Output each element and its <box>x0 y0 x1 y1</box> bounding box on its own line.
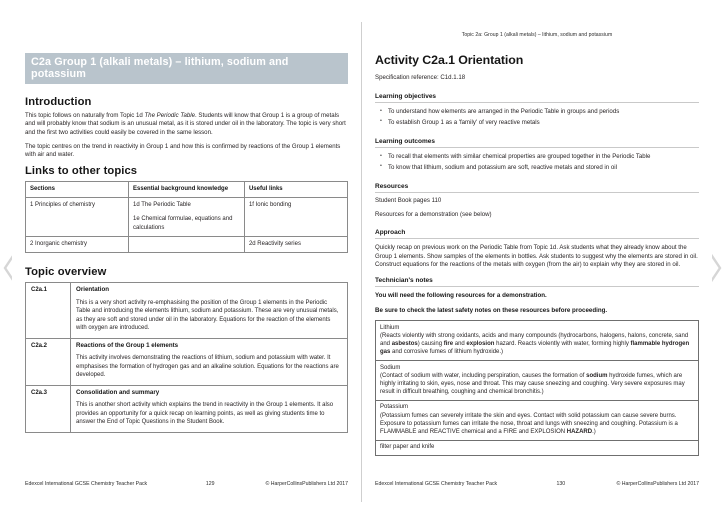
links-knowledge-item: 1e Chemical formulae, equations and calculations <box>133 216 233 231</box>
links-cell-section: 1 Principles of chemistry <box>26 198 129 237</box>
introduction-heading: Introduction <box>25 96 92 108</box>
topic-banner-title: C2a Group 1 (alkali metals) – lithium, sodium and potassium <box>25 53 348 84</box>
overview-description: This is a very short activity re-emphasising the position of the Group 1 elements in the Periodic Table and introducing the elements lithium, sodium and potassium. These are very unusual metals, as they are soft and stored under oil in the laboratory. Equations for the reaction of the elements with oxygen are introduced. <box>76 299 339 332</box>
specification-reference: Specification reference: C1d.1.18 <box>375 74 466 81</box>
links-cell-useful: 2d Reactivity series <box>244 237 347 253</box>
safety-cell-potassium <box>376 400 699 440</box>
chemical-name: Lithium <box>380 324 400 331</box>
table-row <box>376 440 699 455</box>
links-cell-useful: 1f Ionic bonding <box>244 198 347 237</box>
links-col-useful: Useful links <box>244 182 347 198</box>
technician-line-2: Be sure to check the latest safety notes on these resources before proceeding. <box>375 306 608 314</box>
links-col-knowledge: Essential background knowledge <box>129 182 245 198</box>
footer-copyright: © HarperCollinsPublishers Ltd 2017 <box>265 481 348 487</box>
list-item: • To establish Group 1 as a 'family' of very reactive metals <box>388 118 699 127</box>
table-row <box>26 338 348 385</box>
learning-outcomes-heading: Learning outcomes <box>375 138 699 148</box>
intro-text-a: This topic follows on naturally from Topic 1d <box>25 112 145 119</box>
overview-content <box>71 385 348 432</box>
table-row <box>376 400 699 440</box>
technician-line-1: You will need the following resources for a demonstration. <box>375 292 547 300</box>
intro-italic-title: The Periodic Table <box>144 112 196 119</box>
chemical-hazard-text: (Potassium fumes can severely irritate the skin and eyes. Contact with solid potassium can cause severe burns. Exposure to potassium fumes can irritate the nose, throat and lungs with sneezing and coughing. Potassium is a FLAMMABLE and REACTIVE chemical and a FIRE and EXPLOSION HAZARD.) <box>380 412 678 436</box>
safety-notes-table <box>375 320 699 456</box>
table-row <box>376 321 699 361</box>
chemical-name: Sodium <box>380 364 401 371</box>
page-left <box>12 22 362 502</box>
left-page-footer <box>25 481 348 487</box>
safety-cell-lithium <box>376 321 699 361</box>
chemical-hazard-text: (Reacts violently with strong oxidants, acids and many compounds (hydrocarbons, halogens, halons, concrete, sand and asbestos) causing fire and explosion hazard. Reacts violently with water, forming highly flammable hydrogen gas and corrosive fumes of lithium hydroxide.) <box>380 333 690 356</box>
links-cell-section: 2 Inorganic chemistry <box>26 237 129 253</box>
safety-cell-equipment: filter paper and knife <box>376 440 699 455</box>
table-row <box>26 385 348 432</box>
learning-objectives-list <box>375 107 699 127</box>
links-heading: Links to other topics <box>25 165 138 178</box>
introduction-paragraph-1 <box>25 112 348 137</box>
introduction-paragraph-2: The topic centres on the trend in reactivity in Group 1 and how this is confirmed by reactions of the Group 1 elements with air and water. <box>25 142 341 159</box>
table-row <box>26 283 348 339</box>
overview-code: C2a.1 <box>26 283 71 339</box>
list-item: • To know that lithium, sodium and potassium are soft, reactive metals and stored in oil <box>388 163 699 172</box>
overview-description: This activity involves demonstrating the reactions of lithium, sodium and potassium with water. It emphasises the formation of hydrogen gas and an alkaline solution. Equations for the reactions are developed. <box>76 355 339 379</box>
page-spread <box>12 22 713 502</box>
overview-title: Consolidation and summary <box>76 388 160 396</box>
footer-title: Edexcel International GCSE Chemistry Teacher Pack <box>375 481 498 487</box>
overview-heading: Topic overview <box>25 266 107 279</box>
activity-title: Activity C2a.1 Orientation <box>375 53 524 67</box>
overview-title: Orientation <box>76 286 110 294</box>
overview-code: C2a.3 <box>26 385 71 432</box>
overview-description: This is another short activity which explains the trend in reactivity in the Group 1 elements. It also provides an opportunity for a quick recap on learning points, as well as giving students time to answer the End of Topic Questions in the Student Book. <box>76 402 334 426</box>
links-knowledge-item: 1d The Periodic Table <box>133 201 191 208</box>
table-row <box>376 361 699 401</box>
learning-outcomes-list <box>375 152 699 172</box>
right-running-head: Topic 2a: Group 1 (alkali metals) – lithium, sodium and potassium <box>461 32 613 38</box>
technician-notes-heading: Technician's notes <box>375 277 699 287</box>
table-row <box>26 237 348 253</box>
links-cell-knowledge <box>129 237 245 253</box>
links-table <box>25 181 348 253</box>
table-row <box>26 198 348 237</box>
list-item: • To understand how elements are arranged in the Periodic Table in groups and periods <box>388 107 699 116</box>
links-col-sections: Sections <box>26 182 129 198</box>
left-running-head-spacer <box>25 32 348 39</box>
resources-item: Student Book pages 110 <box>375 196 442 204</box>
topic-overview-table <box>25 282 348 433</box>
footer-page-number: 129 <box>205 481 215 487</box>
footer-page-number: 130 <box>556 481 566 487</box>
learning-objectives-heading: Learning objectives <box>375 93 699 103</box>
approach-paragraph: Quickly recap on previous work on the Periodic Table from Topic 1d. Ask students what they already know about the Group 1 elements. Show samples of the elements in bottles. Ask students to suggest why the elements are stored in oil. Construct equations for the reactions of the metals with oxygen (from the air) to explain why they are stored in oil. <box>375 244 698 268</box>
safety-cell-sodium <box>376 361 699 401</box>
overview-title: Reactions of the Group 1 elements <box>76 341 179 349</box>
overview-code: C2a.2 <box>26 338 71 385</box>
page-right <box>362 22 712 502</box>
intro-text-b: . Students will know that Group 1 is a group of metals and will probably know that sodium is an unusual metal, as it is stored under oil in the laboratory. The topic is very short and the first two activities could easily be covered in the same lesson. <box>25 112 346 136</box>
links-table-header-row <box>26 182 348 198</box>
resources-heading: Resources <box>375 183 699 193</box>
links-cell-knowledge <box>129 198 245 237</box>
chemical-name: Potassium <box>380 404 409 411</box>
footer-copyright: © HarperCollinsPublishers Ltd 2017 <box>616 481 699 487</box>
chemical-hazard-text: (Contact of sodium with water, including perspiration, causes the formation of sodium hydroxide fumes, which are highly irritating to skin, eyes, nose and throat. This may cause sneezing and coughing. Very severe exposures may result in difficult breathing, coughing and chemical bronchitis.) <box>380 372 685 396</box>
list-item: • To recall that elements with similar chemical properties are grouped together in the Periodic Table <box>388 152 699 161</box>
footer-title: Edexcel International GCSE Chemistry Teacher Pack <box>25 481 148 487</box>
right-page-footer <box>375 481 699 487</box>
overview-content <box>71 283 348 339</box>
resources-item: Resources for a demonstration (see below) <box>375 210 492 218</box>
overview-content <box>71 338 348 385</box>
approach-heading: Approach <box>375 229 699 239</box>
